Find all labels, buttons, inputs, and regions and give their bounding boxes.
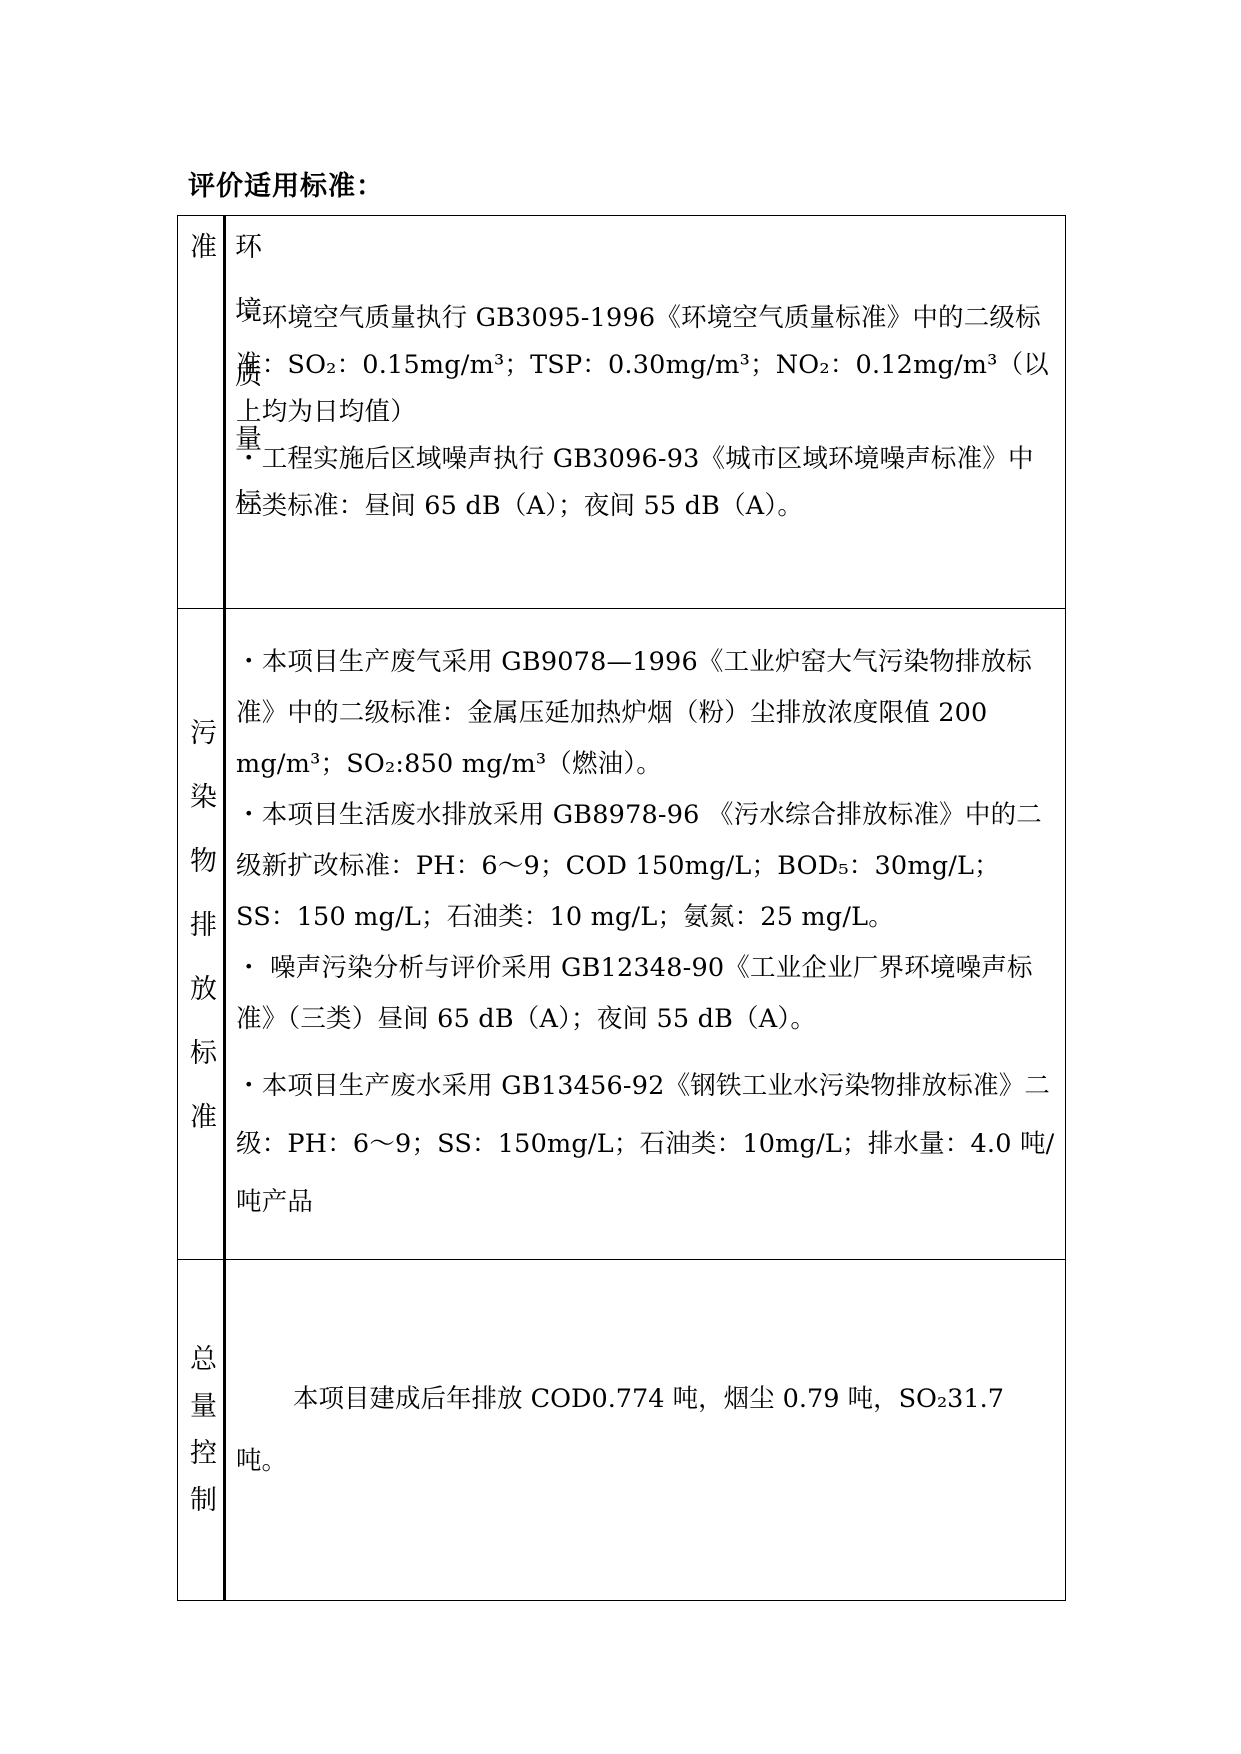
row-label: 环境质量标准 [185, 232, 261, 552]
table-row [178, 609, 1066, 1260]
standard-paragraph: ・环境空气质量执行 GB3095-1996《环境空气质量标准》中的二级标准：SO₂：0.15mg/m³；TSP：0.30mg/m³；NO₂：0.12mg/m³（以上均为日均值） [236, 302, 1049, 427]
row-label-cell [178, 609, 225, 1260]
total-control-paragraph: 本项目建成后年排放 COD0.774 吨，烟尘 0.79 吨，SO₂31.7 吨。 [236, 1384, 1004, 1476]
page-heading: 评价适用标准： [188, 171, 384, 202]
standard-paragraph: ・ 噪声污染分析与评价采用 GB12348-90《工业企业厂界环境噪声标准》（三类）昼间 65 dB（A）；夜间 55 dB（A）。 [236, 953, 1033, 1034]
standard-paragraph: ・本项目生产废气采用 GB9078—1996《工业炉窑大气污染物排放标准》中的二级标准：金属压延加热炉烟（粉）尘排放浓度限值 200 mg/m³；SO₂:850 mg/m³（燃油）。 [236, 647, 1033, 779]
table-row [178, 216, 1066, 609]
row-label: 污染物排放标准 [185, 718, 216, 1166]
standard-paragraph: ・本项目生产废水采用 GB13456-92《钢铁工业水污染物排放标准》二级：PH：6～9；SS：150mg/L；石油类：10mg/L；排水量：4.0 吨/吨产品 [236, 1071, 1055, 1217]
standard-paragraph: ・工程实施后区域噪声执行 GB3096-93《城市区域环境噪声标准》中三类标准：昼间 65 dB（A）；夜间 55 dB（A）。 [236, 443, 1034, 521]
standard-paragraph: ・本项目生活废水排放采用 GB8978-96 《污水综合排放标准》中的二级新扩改标准：PH：6～9；COD 150mg/L；BOD₅：30mg/L；SS：150 mg/L；石油类：10 mg/L；氨氮：25 mg/L。 [236, 800, 1042, 932]
row-label-cell [178, 216, 261, 609]
row-content-cell [225, 609, 1066, 1260]
row-label-cell [178, 1260, 225, 1601]
table-row [178, 1260, 1066, 1601]
row-content-cell [225, 1260, 1066, 1601]
row-content-cell [225, 216, 1066, 609]
standards-table [177, 215, 1066, 1601]
row-label: 总量控制 [185, 1344, 216, 1532]
